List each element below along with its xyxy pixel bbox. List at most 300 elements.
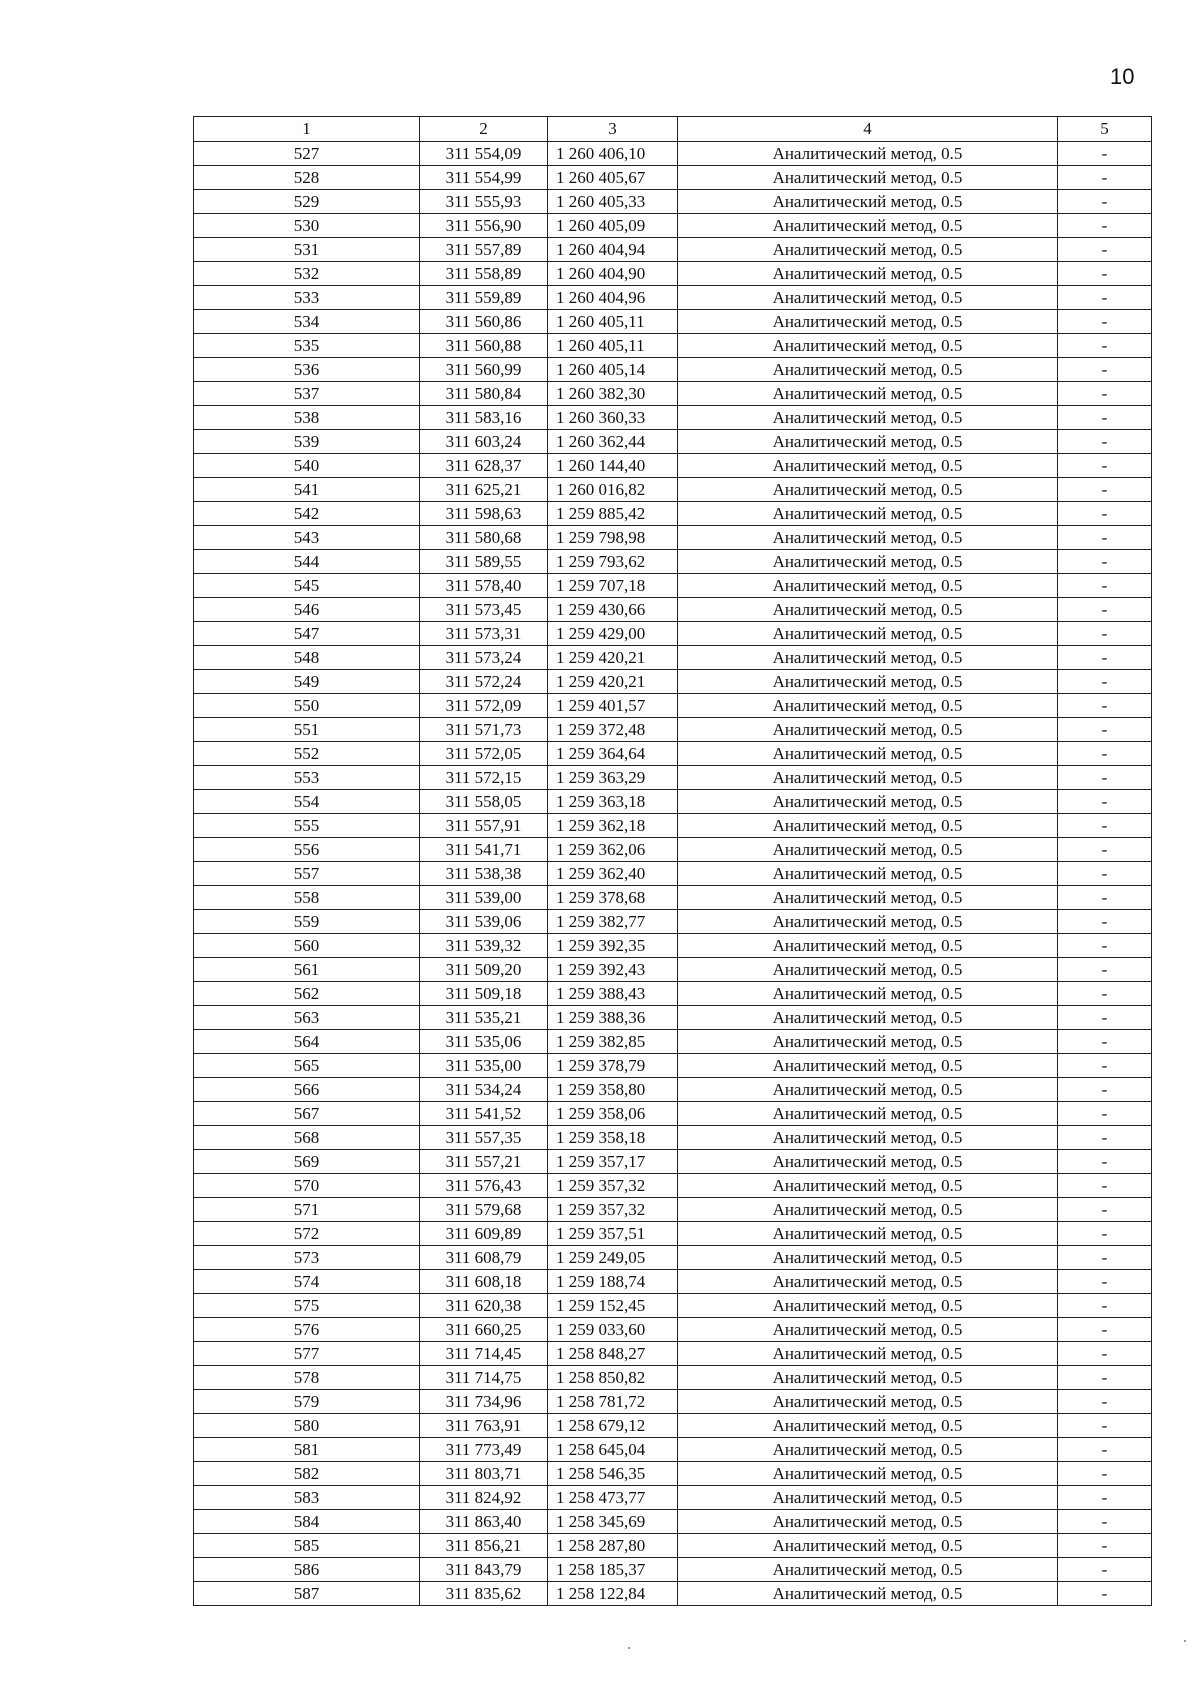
point-number: 550 xyxy=(194,694,420,718)
point-number: 587 xyxy=(194,1582,420,1606)
coordinate-x: 311 558,89 xyxy=(420,262,548,286)
coordinate-x: 311 557,89 xyxy=(420,238,548,262)
table-row xyxy=(194,982,1152,1006)
point-number: 579 xyxy=(194,1390,420,1414)
coordinate-y: 1 259 363,18 xyxy=(548,790,678,814)
method-cell: Аналитический метод, 0.5 xyxy=(678,1582,1058,1606)
method-cell: Аналитический метод, 0.5 xyxy=(678,694,1058,718)
method-cell: Аналитический метод, 0.5 xyxy=(678,838,1058,862)
coordinate-x: 311 598,63 xyxy=(420,502,548,526)
point-number: 556 xyxy=(194,838,420,862)
point-number: 560 xyxy=(194,934,420,958)
coordinate-x: 311 509,18 xyxy=(420,982,548,1006)
method-cell: Аналитический метод, 0.5 xyxy=(678,310,1058,334)
method-cell: Аналитический метод, 0.5 xyxy=(678,1054,1058,1078)
coordinate-y: 1 260 405,09 xyxy=(548,214,678,238)
coordinate-x: 311 773,49 xyxy=(420,1438,548,1462)
method-cell: Аналитический метод, 0.5 xyxy=(678,1438,1058,1462)
table-row xyxy=(194,310,1152,334)
coordinate-y: 1 259 249,05 xyxy=(548,1246,678,1270)
coordinate-y: 1 259 364,64 xyxy=(548,742,678,766)
method-cell: Аналитический метод, 0.5 xyxy=(678,1246,1058,1270)
point-number: 534 xyxy=(194,310,420,334)
point-number: 545 xyxy=(194,574,420,598)
mark-cell: - xyxy=(1058,1582,1152,1606)
point-number: 557 xyxy=(194,862,420,886)
mark-cell: - xyxy=(1058,886,1152,910)
coordinate-y: 1 259 793,62 xyxy=(548,550,678,574)
coordinate-y: 1 259 392,43 xyxy=(548,958,678,982)
coordinate-x: 311 608,18 xyxy=(420,1270,548,1294)
point-number: 578 xyxy=(194,1366,420,1390)
coordinate-y: 1 259 152,45 xyxy=(548,1294,678,1318)
coordinate-y: 1 260 405,11 xyxy=(548,310,678,334)
table-row xyxy=(194,1222,1152,1246)
table-row xyxy=(194,1294,1152,1318)
coordinate-x: 311 535,06 xyxy=(420,1030,548,1054)
table-row xyxy=(194,1486,1152,1510)
coordinate-y: 1 260 405,67 xyxy=(548,166,678,190)
table-row xyxy=(194,550,1152,574)
method-cell: Аналитический метод, 0.5 xyxy=(678,790,1058,814)
method-cell: Аналитический метод, 0.5 xyxy=(678,550,1058,574)
mark-cell: - xyxy=(1058,1246,1152,1270)
mark-cell: - xyxy=(1058,1222,1152,1246)
table-row xyxy=(194,958,1152,982)
coordinate-y: 1 258 546,35 xyxy=(548,1462,678,1486)
coordinate-y: 1 258 679,12 xyxy=(548,1414,678,1438)
mark-cell: - xyxy=(1058,1390,1152,1414)
point-number: 554 xyxy=(194,790,420,814)
coordinate-y: 1 259 033,60 xyxy=(548,1318,678,1342)
point-number: 547 xyxy=(194,622,420,646)
method-cell: Аналитический метод, 0.5 xyxy=(678,1414,1058,1438)
mark-cell: - xyxy=(1058,406,1152,430)
method-cell: Аналитический метод, 0.5 xyxy=(678,934,1058,958)
table-row xyxy=(194,910,1152,934)
point-number: 571 xyxy=(194,1198,420,1222)
coordinate-x: 311 554,99 xyxy=(420,166,548,190)
coordinate-y: 1 260 406,10 xyxy=(548,142,678,166)
point-number: 532 xyxy=(194,262,420,286)
point-number: 536 xyxy=(194,358,420,382)
coordinate-y: 1 259 362,06 xyxy=(548,838,678,862)
method-cell: Аналитический метод, 0.5 xyxy=(678,238,1058,262)
coordinate-x: 311 734,96 xyxy=(420,1390,548,1414)
mark-cell: - xyxy=(1058,1174,1152,1198)
point-number: 543 xyxy=(194,526,420,550)
mark-cell: - xyxy=(1058,934,1152,958)
mark-cell: - xyxy=(1058,742,1152,766)
point-number: 574 xyxy=(194,1270,420,1294)
point-number: 546 xyxy=(194,598,420,622)
coordinate-y: 1 259 429,00 xyxy=(548,622,678,646)
method-cell: Аналитический метод, 0.5 xyxy=(678,1270,1058,1294)
method-cell: Аналитический метод, 0.5 xyxy=(678,958,1058,982)
mark-cell: - xyxy=(1058,694,1152,718)
coordinate-y: 1 259 378,79 xyxy=(548,1054,678,1078)
mark-cell: - xyxy=(1058,1534,1152,1558)
coordinate-x: 311 714,75 xyxy=(420,1366,548,1390)
coordinate-x: 311 572,09 xyxy=(420,694,548,718)
point-number: 584 xyxy=(194,1510,420,1534)
coordinate-y: 1 258 122,84 xyxy=(548,1582,678,1606)
table-row xyxy=(194,214,1152,238)
coordinate-x: 311 554,09 xyxy=(420,142,548,166)
scan-speck xyxy=(628,1647,630,1649)
coordinate-x: 311 609,89 xyxy=(420,1222,548,1246)
mark-cell: - xyxy=(1058,286,1152,310)
table-row xyxy=(194,622,1152,646)
coordinate-x: 311 538,38 xyxy=(420,862,548,886)
coordinate-x: 311 579,68 xyxy=(420,1198,548,1222)
method-cell: Аналитический метод, 0.5 xyxy=(678,1150,1058,1174)
coordinate-x: 311 603,24 xyxy=(420,430,548,454)
point-number: 585 xyxy=(194,1534,420,1558)
point-number: 538 xyxy=(194,406,420,430)
coordinate-y: 1 259 362,40 xyxy=(548,862,678,886)
table-row xyxy=(194,1174,1152,1198)
table-row xyxy=(194,598,1152,622)
coordinate-y: 1 258 848,27 xyxy=(548,1342,678,1366)
point-number: 577 xyxy=(194,1342,420,1366)
mark-cell: - xyxy=(1058,1342,1152,1366)
coordinate-x: 311 535,00 xyxy=(420,1054,548,1078)
method-cell: Аналитический метод, 0.5 xyxy=(678,1486,1058,1510)
coordinate-x: 311 572,05 xyxy=(420,742,548,766)
mark-cell: - xyxy=(1058,310,1152,334)
mark-cell: - xyxy=(1058,814,1152,838)
table-row xyxy=(194,1318,1152,1342)
table-row xyxy=(194,814,1152,838)
method-cell: Аналитический метод, 0.5 xyxy=(678,1174,1058,1198)
mark-cell: - xyxy=(1058,574,1152,598)
coordinate-x: 311 843,79 xyxy=(420,1558,548,1582)
coordinate-y: 1 260 144,40 xyxy=(548,454,678,478)
mark-cell: - xyxy=(1058,214,1152,238)
table-row xyxy=(194,454,1152,478)
mark-cell: - xyxy=(1058,862,1152,886)
point-number: 583 xyxy=(194,1486,420,1510)
coordinate-y: 1 259 430,66 xyxy=(548,598,678,622)
point-number: 531 xyxy=(194,238,420,262)
table-row xyxy=(194,526,1152,550)
mark-cell: - xyxy=(1058,1198,1152,1222)
coordinate-y: 1 259 388,43 xyxy=(548,982,678,1006)
table-row xyxy=(194,694,1152,718)
point-number: 541 xyxy=(194,478,420,502)
mark-cell: - xyxy=(1058,1414,1152,1438)
column-header-5: 5 xyxy=(1058,117,1152,142)
coordinate-x: 311 573,24 xyxy=(420,646,548,670)
coordinate-y: 1 258 781,72 xyxy=(548,1390,678,1414)
mark-cell: - xyxy=(1058,1462,1152,1486)
point-number: 549 xyxy=(194,670,420,694)
table-row xyxy=(194,646,1152,670)
table-row xyxy=(194,790,1152,814)
mark-cell: - xyxy=(1058,334,1152,358)
table-row xyxy=(194,886,1152,910)
coordinate-y: 1 259 798,98 xyxy=(548,526,678,550)
mark-cell: - xyxy=(1058,166,1152,190)
method-cell: Аналитический метод, 0.5 xyxy=(678,1126,1058,1150)
method-cell: Аналитический метод, 0.5 xyxy=(678,766,1058,790)
table-row xyxy=(194,1558,1152,1582)
mark-cell: - xyxy=(1058,190,1152,214)
table-row xyxy=(194,406,1152,430)
point-number: 548 xyxy=(194,646,420,670)
point-number: 558 xyxy=(194,886,420,910)
mark-cell: - xyxy=(1058,262,1152,286)
point-number: 563 xyxy=(194,1006,420,1030)
table-row xyxy=(194,238,1152,262)
coordinate-x: 311 763,91 xyxy=(420,1414,548,1438)
method-cell: Аналитический метод, 0.5 xyxy=(678,478,1058,502)
table-row xyxy=(194,190,1152,214)
mark-cell: - xyxy=(1058,1510,1152,1534)
coordinate-x: 311 555,93 xyxy=(420,190,548,214)
method-cell: Аналитический метод, 0.5 xyxy=(678,502,1058,526)
coordinate-y: 1 259 372,48 xyxy=(548,718,678,742)
table-row xyxy=(194,1390,1152,1414)
coordinates-table xyxy=(193,116,1152,1606)
table-row xyxy=(194,262,1152,286)
method-cell: Аналитический метод, 0.5 xyxy=(678,1078,1058,1102)
point-number: 586 xyxy=(194,1558,420,1582)
method-cell: Аналитический метод, 0.5 xyxy=(678,886,1058,910)
coordinate-y: 1 259 357,17 xyxy=(548,1150,678,1174)
method-cell: Аналитический метод, 0.5 xyxy=(678,142,1058,166)
coordinate-y: 1 258 645,04 xyxy=(548,1438,678,1462)
method-cell: Аналитический метод, 0.5 xyxy=(678,1390,1058,1414)
method-cell: Аналитический метод, 0.5 xyxy=(678,1366,1058,1390)
mark-cell: - xyxy=(1058,142,1152,166)
coordinate-y: 1 259 362,18 xyxy=(548,814,678,838)
coordinate-x: 311 559,89 xyxy=(420,286,548,310)
method-cell: Аналитический метод, 0.5 xyxy=(678,814,1058,838)
coordinate-y: 1 259 707,18 xyxy=(548,574,678,598)
coordinate-x: 311 620,38 xyxy=(420,1294,548,1318)
mark-cell: - xyxy=(1058,1486,1152,1510)
coordinate-y: 1 258 850,82 xyxy=(548,1366,678,1390)
coordinate-y: 1 260 405,14 xyxy=(548,358,678,382)
method-cell: Аналитический метод, 0.5 xyxy=(678,1534,1058,1558)
method-cell: Аналитический метод, 0.5 xyxy=(678,1006,1058,1030)
coordinate-y: 1 260 404,94 xyxy=(548,238,678,262)
mark-cell: - xyxy=(1058,790,1152,814)
mark-cell: - xyxy=(1058,358,1152,382)
point-number: 529 xyxy=(194,190,420,214)
mark-cell: - xyxy=(1058,526,1152,550)
coordinate-x: 311 571,73 xyxy=(420,718,548,742)
coordinate-x: 311 573,45 xyxy=(420,598,548,622)
method-cell: Аналитический метод, 0.5 xyxy=(678,598,1058,622)
scan-speck xyxy=(1184,1640,1186,1642)
table-row xyxy=(194,286,1152,310)
point-number: 542 xyxy=(194,502,420,526)
method-cell: Аналитический метод, 0.5 xyxy=(678,1462,1058,1486)
method-cell: Аналитический метод, 0.5 xyxy=(678,262,1058,286)
coordinate-y: 1 259 358,06 xyxy=(548,1102,678,1126)
point-number: 528 xyxy=(194,166,420,190)
table-row xyxy=(194,838,1152,862)
coordinate-y: 1 259 885,42 xyxy=(548,502,678,526)
coordinate-x: 311 572,24 xyxy=(420,670,548,694)
point-number: 576 xyxy=(194,1318,420,1342)
coordinate-x: 311 580,84 xyxy=(420,382,548,406)
point-number: 553 xyxy=(194,766,420,790)
coordinate-x: 311 628,37 xyxy=(420,454,548,478)
coordinate-y: 1 259 392,35 xyxy=(548,934,678,958)
mark-cell: - xyxy=(1058,502,1152,526)
method-cell: Аналитический метод, 0.5 xyxy=(678,430,1058,454)
table-row xyxy=(194,430,1152,454)
coordinate-x: 311 557,21 xyxy=(420,1150,548,1174)
coordinate-y: 1 259 358,18 xyxy=(548,1126,678,1150)
coordinate-x: 311 660,25 xyxy=(420,1318,548,1342)
table-row xyxy=(194,1510,1152,1534)
table-row xyxy=(194,1462,1152,1486)
mark-cell: - xyxy=(1058,670,1152,694)
method-cell: Аналитический метод, 0.5 xyxy=(678,1030,1058,1054)
table-row xyxy=(194,358,1152,382)
mark-cell: - xyxy=(1058,478,1152,502)
coordinate-x: 311 557,35 xyxy=(420,1126,548,1150)
table-row xyxy=(194,766,1152,790)
table-row xyxy=(194,334,1152,358)
coordinate-y: 1 258 185,37 xyxy=(548,1558,678,1582)
method-cell: Аналитический метод, 0.5 xyxy=(678,862,1058,886)
table-row xyxy=(194,1150,1152,1174)
coordinate-y: 1 259 401,57 xyxy=(548,694,678,718)
coordinate-x: 311 556,90 xyxy=(420,214,548,238)
coordinate-x: 311 560,88 xyxy=(420,334,548,358)
point-number: 564 xyxy=(194,1030,420,1054)
point-number: 581 xyxy=(194,1438,420,1462)
point-number: 572 xyxy=(194,1222,420,1246)
coordinate-y: 1 260 362,44 xyxy=(548,430,678,454)
coordinate-y: 1 260 016,82 xyxy=(548,478,678,502)
coordinate-y: 1 259 358,80 xyxy=(548,1078,678,1102)
table-row xyxy=(194,718,1152,742)
table-row xyxy=(194,1414,1152,1438)
coordinate-y: 1 259 382,85 xyxy=(548,1030,678,1054)
method-cell: Аналитический метод, 0.5 xyxy=(678,406,1058,430)
point-number: 565 xyxy=(194,1054,420,1078)
table-row xyxy=(194,1534,1152,1558)
coordinate-x: 311 573,31 xyxy=(420,622,548,646)
table-row xyxy=(194,1342,1152,1366)
method-cell: Аналитический метод, 0.5 xyxy=(678,526,1058,550)
table-row xyxy=(194,1030,1152,1054)
coordinate-x: 311 803,71 xyxy=(420,1462,548,1486)
point-number: 527 xyxy=(194,142,420,166)
coordinate-y: 1 260 405,33 xyxy=(548,190,678,214)
coordinate-x: 311 535,21 xyxy=(420,1006,548,1030)
mark-cell: - xyxy=(1058,910,1152,934)
point-number: 551 xyxy=(194,718,420,742)
method-cell: Аналитический метод, 0.5 xyxy=(678,166,1058,190)
point-number: 552 xyxy=(194,742,420,766)
point-number: 566 xyxy=(194,1078,420,1102)
mark-cell: - xyxy=(1058,1366,1152,1390)
mark-cell: - xyxy=(1058,1294,1152,1318)
table-row xyxy=(194,1102,1152,1126)
mark-cell: - xyxy=(1058,238,1152,262)
coordinate-x: 311 589,55 xyxy=(420,550,548,574)
mark-cell: - xyxy=(1058,430,1152,454)
point-number: 573 xyxy=(194,1246,420,1270)
coordinate-x: 311 557,91 xyxy=(420,814,548,838)
column-header-3: 3 xyxy=(548,117,678,142)
table-row xyxy=(194,166,1152,190)
method-cell: Аналитический метод, 0.5 xyxy=(678,1558,1058,1582)
method-cell: Аналитический метод, 0.5 xyxy=(678,1102,1058,1126)
point-number: 569 xyxy=(194,1150,420,1174)
method-cell: Аналитический метод, 0.5 xyxy=(678,1294,1058,1318)
mark-cell: - xyxy=(1058,1102,1152,1126)
method-cell: Аналитический метод, 0.5 xyxy=(678,742,1058,766)
table-row xyxy=(194,1366,1152,1390)
table-row xyxy=(194,742,1152,766)
coordinate-y: 1 260 382,30 xyxy=(548,382,678,406)
method-cell: Аналитический метод, 0.5 xyxy=(678,622,1058,646)
point-number: 568 xyxy=(194,1126,420,1150)
mark-cell: - xyxy=(1058,382,1152,406)
mark-cell: - xyxy=(1058,838,1152,862)
coordinate-y: 1 260 360,33 xyxy=(548,406,678,430)
column-header-2: 2 xyxy=(420,117,548,142)
mark-cell: - xyxy=(1058,1030,1152,1054)
point-number: 533 xyxy=(194,286,420,310)
coordinate-x: 311 539,32 xyxy=(420,934,548,958)
coordinate-x: 311 509,20 xyxy=(420,958,548,982)
coordinate-y: 1 260 404,96 xyxy=(548,286,678,310)
coordinate-y: 1 258 345,69 xyxy=(548,1510,678,1534)
table-row xyxy=(194,934,1152,958)
method-cell: Аналитический метод, 0.5 xyxy=(678,1222,1058,1246)
point-number: 544 xyxy=(194,550,420,574)
point-number: 539 xyxy=(194,430,420,454)
point-number: 530 xyxy=(194,214,420,238)
method-cell: Аналитический метод, 0.5 xyxy=(678,718,1058,742)
coordinate-x: 311 541,71 xyxy=(420,838,548,862)
coordinate-y: 1 259 188,74 xyxy=(548,1270,678,1294)
coordinate-y: 1 258 473,77 xyxy=(548,1486,678,1510)
method-cell: Аналитический метод, 0.5 xyxy=(678,1198,1058,1222)
column-header-4: 4 xyxy=(678,117,1058,142)
table-row xyxy=(194,1126,1152,1150)
coordinate-y: 1 259 363,29 xyxy=(548,766,678,790)
method-cell: Аналитический метод, 0.5 xyxy=(678,670,1058,694)
table-row xyxy=(194,1054,1152,1078)
point-number: 580 xyxy=(194,1414,420,1438)
method-cell: Аналитический метод, 0.5 xyxy=(678,1510,1058,1534)
method-cell: Аналитический метод, 0.5 xyxy=(678,190,1058,214)
table-row xyxy=(194,1246,1152,1270)
point-number: 540 xyxy=(194,454,420,478)
coordinate-x: 311 824,92 xyxy=(420,1486,548,1510)
table-row xyxy=(194,478,1152,502)
table-row xyxy=(194,1006,1152,1030)
table-row xyxy=(194,1078,1152,1102)
mark-cell: - xyxy=(1058,454,1152,478)
coordinate-x: 311 539,06 xyxy=(420,910,548,934)
coordinate-y: 1 259 357,32 xyxy=(548,1198,678,1222)
table-row xyxy=(194,862,1152,886)
method-cell: Аналитический метод, 0.5 xyxy=(678,454,1058,478)
mark-cell: - xyxy=(1058,1006,1152,1030)
